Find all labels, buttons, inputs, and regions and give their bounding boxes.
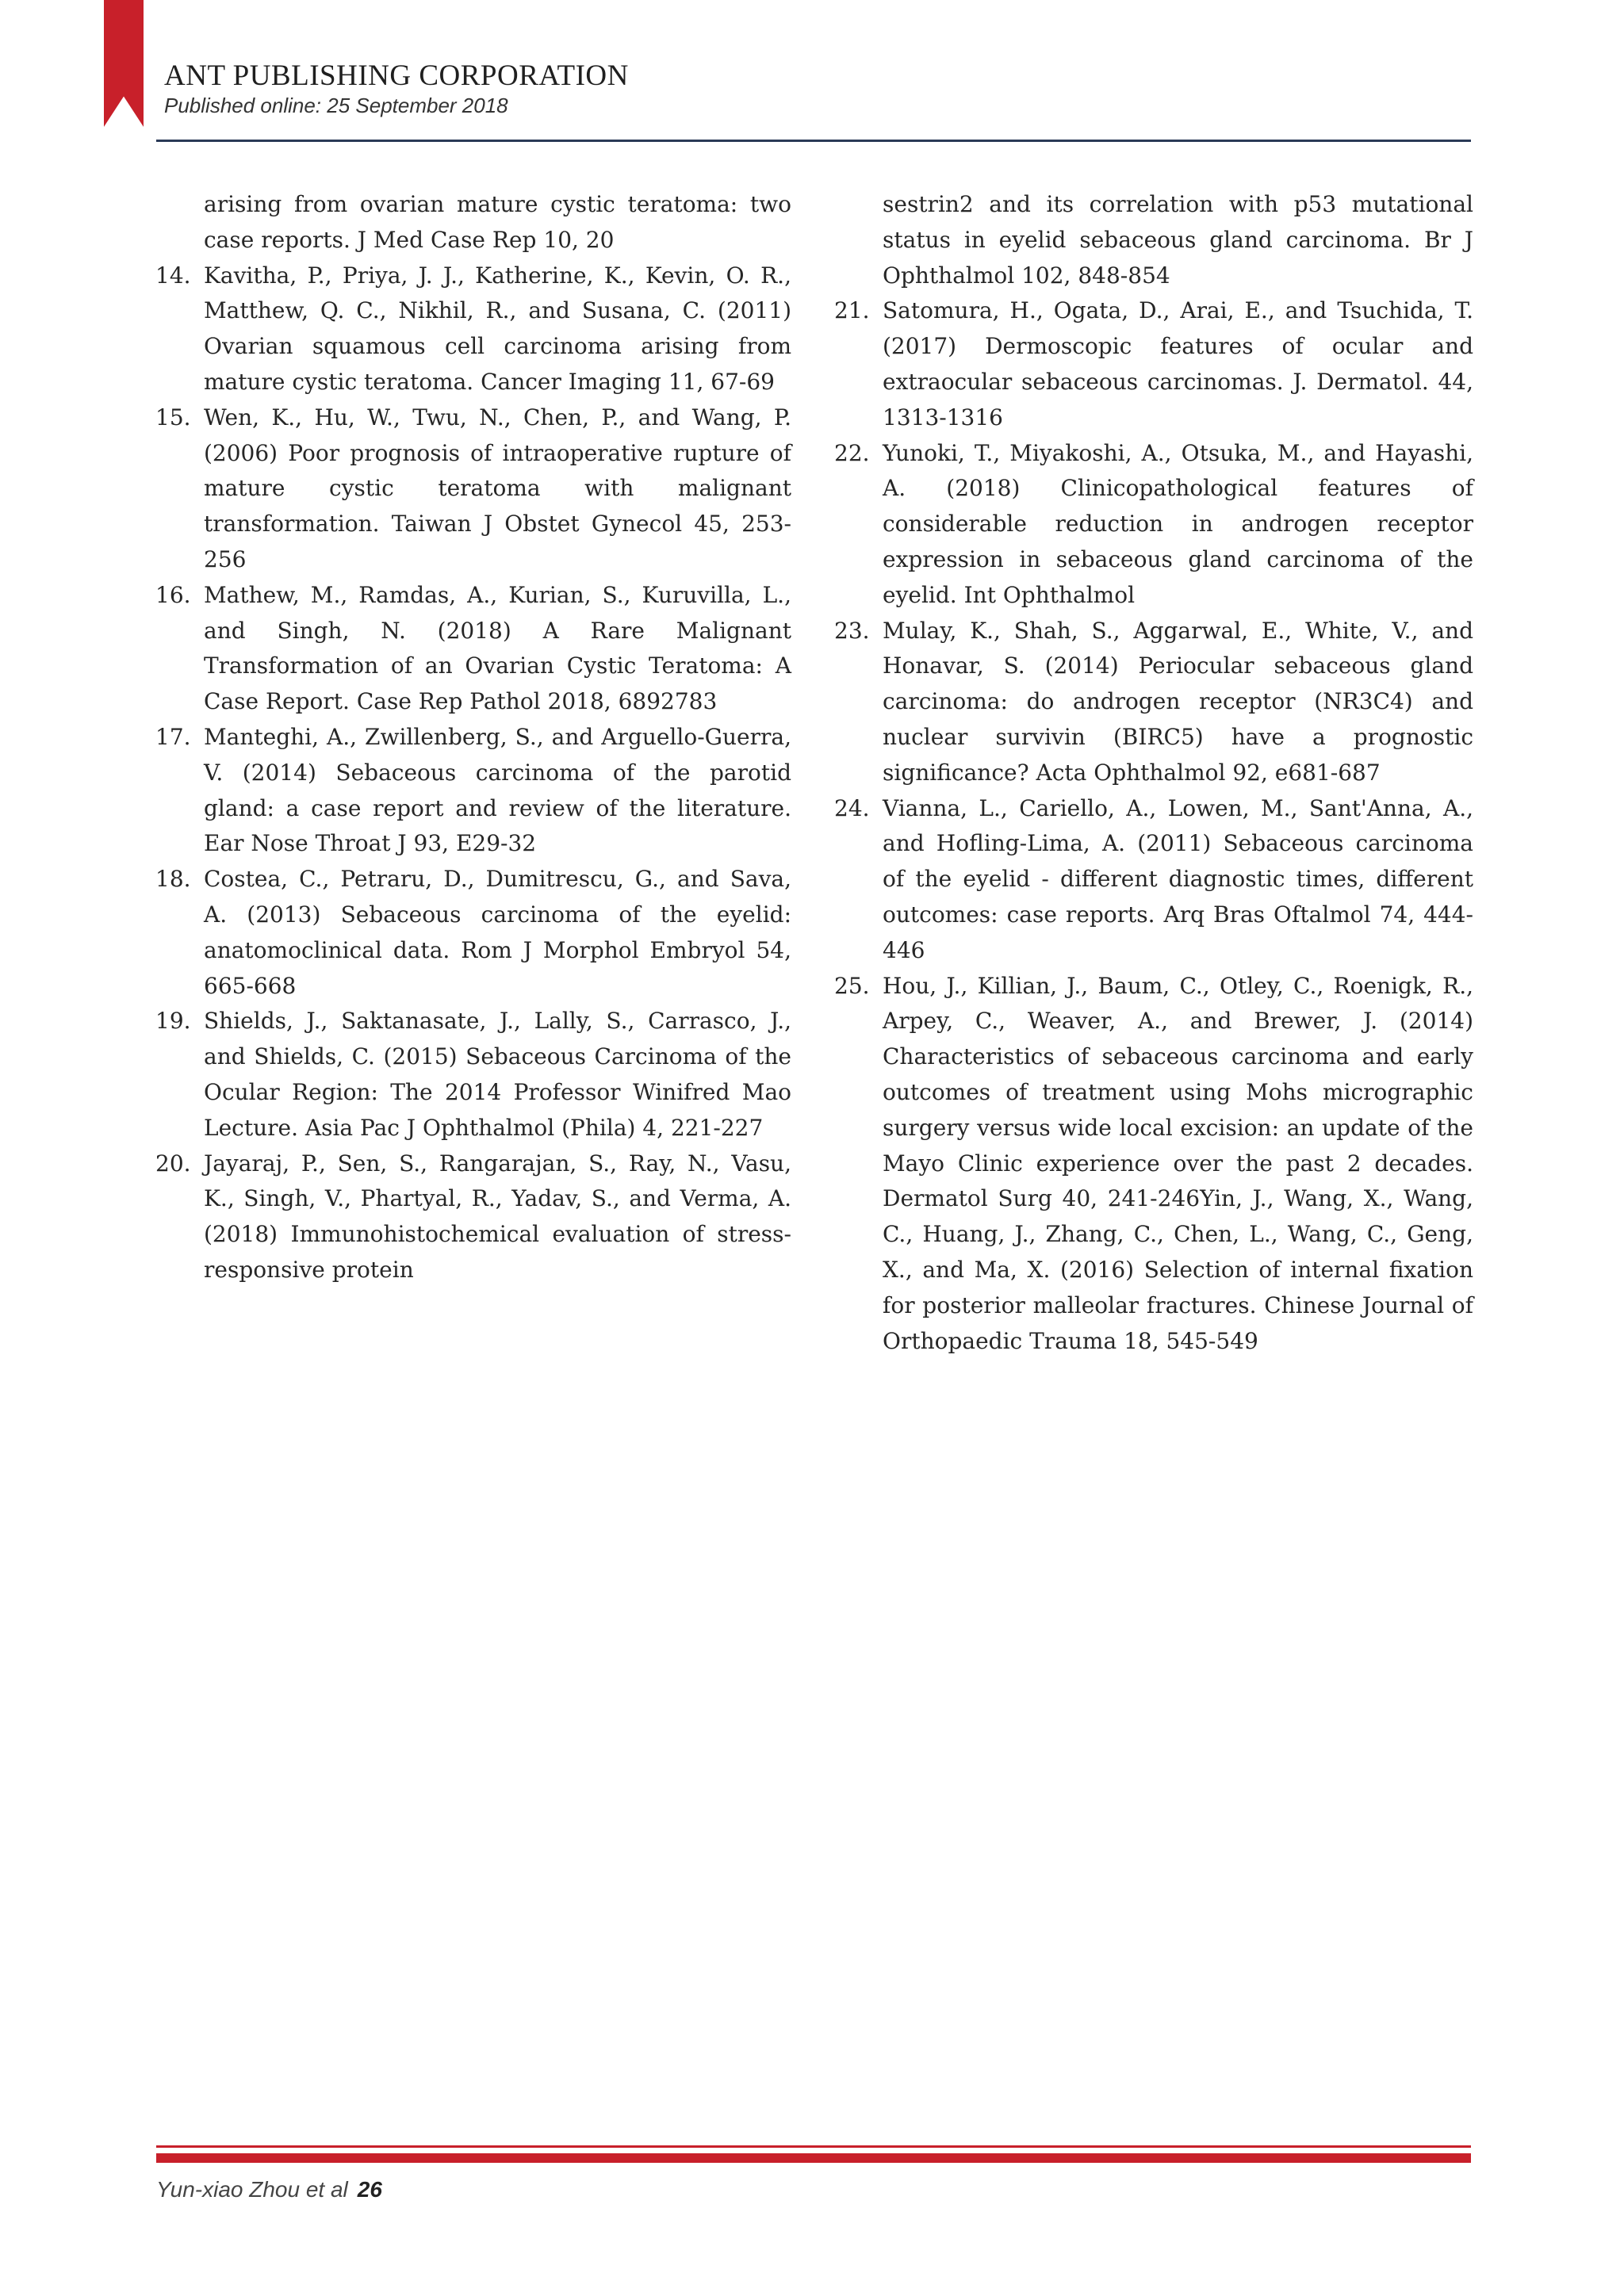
references-left-column — [155, 187, 791, 1288]
reference-number: 14. — [155, 262, 191, 289]
reference-number: 20. — [155, 1150, 191, 1177]
reference-text: Yunoki, T., Miyakoshi, A., Otsuka, M., and Hayashi, A. (2018) Clinicopathological features of considerable reduction in androgen receptor expression in sebaceous gland carcinoma of the eyelid. Int Ophthalmol — [883, 439, 1473, 608]
reference-text: Manteghi, A., Zwillenberg, S., and Arguello-Guerra, V. (2014) Sebaceous carcinoma of the parotid gland: a case report and review of the literature. Ear Nose Throat J 93, E29-32 — [204, 723, 791, 857]
reference-entry — [155, 720, 791, 862]
reference-number: 19. — [155, 1008, 191, 1035]
reference-number: 17. — [155, 723, 191, 750]
reference-entry — [155, 258, 791, 400]
references-right-column — [834, 187, 1473, 1359]
page-number: 26 — [357, 2177, 382, 2202]
bookmark-ribbon — [104, 0, 144, 127]
reference-text: Vianna, L., Cariello, A., Lowen, M., Sant'Anna, A., and Hofling-Lima, A. (2011) Sebaceous carcinoma of the eyelid - different diagnostic times, different outcomes: case reports. Arq Bras Oftalmol 74, 444-446 — [883, 794, 1473, 963]
reference-number: 25. — [834, 972, 870, 999]
reference-entry — [834, 436, 1473, 614]
publisher-name: ANT PUBLISHING CORPORATION — [164, 59, 629, 92]
reference-entry — [834, 791, 1473, 969]
reference-number: 23. — [834, 617, 870, 644]
reference-text: Shields, J., Saktanasate, J., Lally, S., Carrasco, J., and Shields, C. (2015) Sebaceous Carcinoma of the Ocular Region: The 2014 Professor Winifred Mao Lecture. Asia Pac J Ophthalmol (Phila) 4, 221-227 — [204, 1008, 791, 1141]
reference-entry — [834, 293, 1473, 435]
publication-date: Published online: 25 September 2018 — [164, 94, 508, 117]
reference-entry — [834, 187, 1473, 293]
reference-number: 22. — [834, 439, 870, 466]
reference-entry — [155, 1146, 791, 1288]
reference-text: Mathew, M., Ramdas, A., Kurian, S., Kuruvilla, L., and Singh, N. (2018) A Rare Malignant Transformation of an Ovarian Cystic Teratoma: A Case Report. Case Rep Pathol 2018, 6892783 — [204, 581, 791, 715]
reference-entry — [155, 400, 791, 578]
reference-number: 21. — [834, 297, 870, 324]
reference-number: 18. — [155, 866, 191, 893]
reference-text: arising from ovarian mature cystic teratoma: two case reports. J Med Case Rep 10, 20 — [204, 191, 791, 253]
reference-entry — [834, 614, 1473, 791]
header-divider — [156, 140, 1471, 142]
reference-entry — [834, 969, 1473, 1360]
footer-divider-thin — [156, 2145, 1471, 2148]
reference-text: Satomura, H., Ogata, D., Arai, E., and Tsuchida, T. (2017) Dermoscopic features of ocular and extraocular sebaceous carcinomas. J. Dermatol. 44, 1313-1316 — [883, 297, 1473, 430]
reference-text: Wen, K., Hu, W., Twu, N., Chen, P., and Wang, P. (2006) Poor prognosis of intraoperative rupture of mature cystic teratoma with malignant transformation. Taiwan J Obstet Gynecol 45, 253-256 — [204, 404, 791, 572]
reference-text: Jayaraj, P., Sen, S., Rangarajan, S., Ray, N., Vasu, K., Singh, V., Phartyal, R., Yadav, S., and Verma, A. (2018) Immunohistochemical evaluation of stress-responsive protein — [204, 1150, 791, 1283]
reference-text: Costea, C., Petraru, D., Dumitrescu, G., and Sava, A. (2013) Sebaceous carcinoma of the eyelid: anatomoclinical data. Rom J Morphol Embryol 54, 665-668 — [204, 866, 791, 999]
footer-divider-thick — [156, 2153, 1471, 2163]
reference-entry — [155, 187, 791, 258]
reference-entry — [155, 862, 791, 1004]
reference-text: Kavitha, P., Priya, J. J., Katherine, K., Kevin, O. R., Matthew, Q. C., Nikhil, R., and Susana, C. (2011) Ovarian squamous cell carcinoma arising from mature cystic teratoma. Cancer Imaging 11, 67-69 — [204, 262, 791, 395]
reference-text: Mulay, K., Shah, S., Aggarwal, E., White, V., and Honavar, S. (2014) Periocular sebaceous gland carcinoma: do androgen receptor (NR3C4) and nuclear survivin (BIRC5) have a prognostic significance? Acta Ophthalmol 92, e681-687 — [883, 617, 1473, 786]
reference-number: 16. — [155, 581, 191, 608]
reference-entry — [155, 578, 791, 720]
reference-text: Hou, J., Killian, J., Baum, C., Otley, C., Roenigk, R., Arpey, C., Weaver, A., and Brewer, J. (2014) Characteristics of sebaceous carcinoma and early outcomes of treatment using Mohs micrographic surgery versus wide local excision: an update of the Mayo Clinic experience over the past 2 decades. Dermatol Surg 40, 241-246Yin, J., Wang, X., Wang, C., Huang, J., Zhang, C., Chen, L., Wang, C., Geng, X., and Ma, X. (2016) Selection of internal fixation for posterior malleolar fractures. Chinese Journal of Orthopaedic Trauma 18, 545-549 — [883, 972, 1473, 1354]
footer-author: Yun-xiao Zhou et al — [156, 2177, 348, 2202]
page-footer — [156, 2177, 382, 2202]
reference-number: 24. — [834, 794, 870, 821]
reference-entry — [155, 1004, 791, 1146]
reference-text: sestrin2 and its correlation with p53 mutational status in eyelid sebaceous gland carcinoma. Br J Ophthalmol 102, 848-854 — [883, 191, 1473, 289]
reference-number: 15. — [155, 404, 191, 430]
